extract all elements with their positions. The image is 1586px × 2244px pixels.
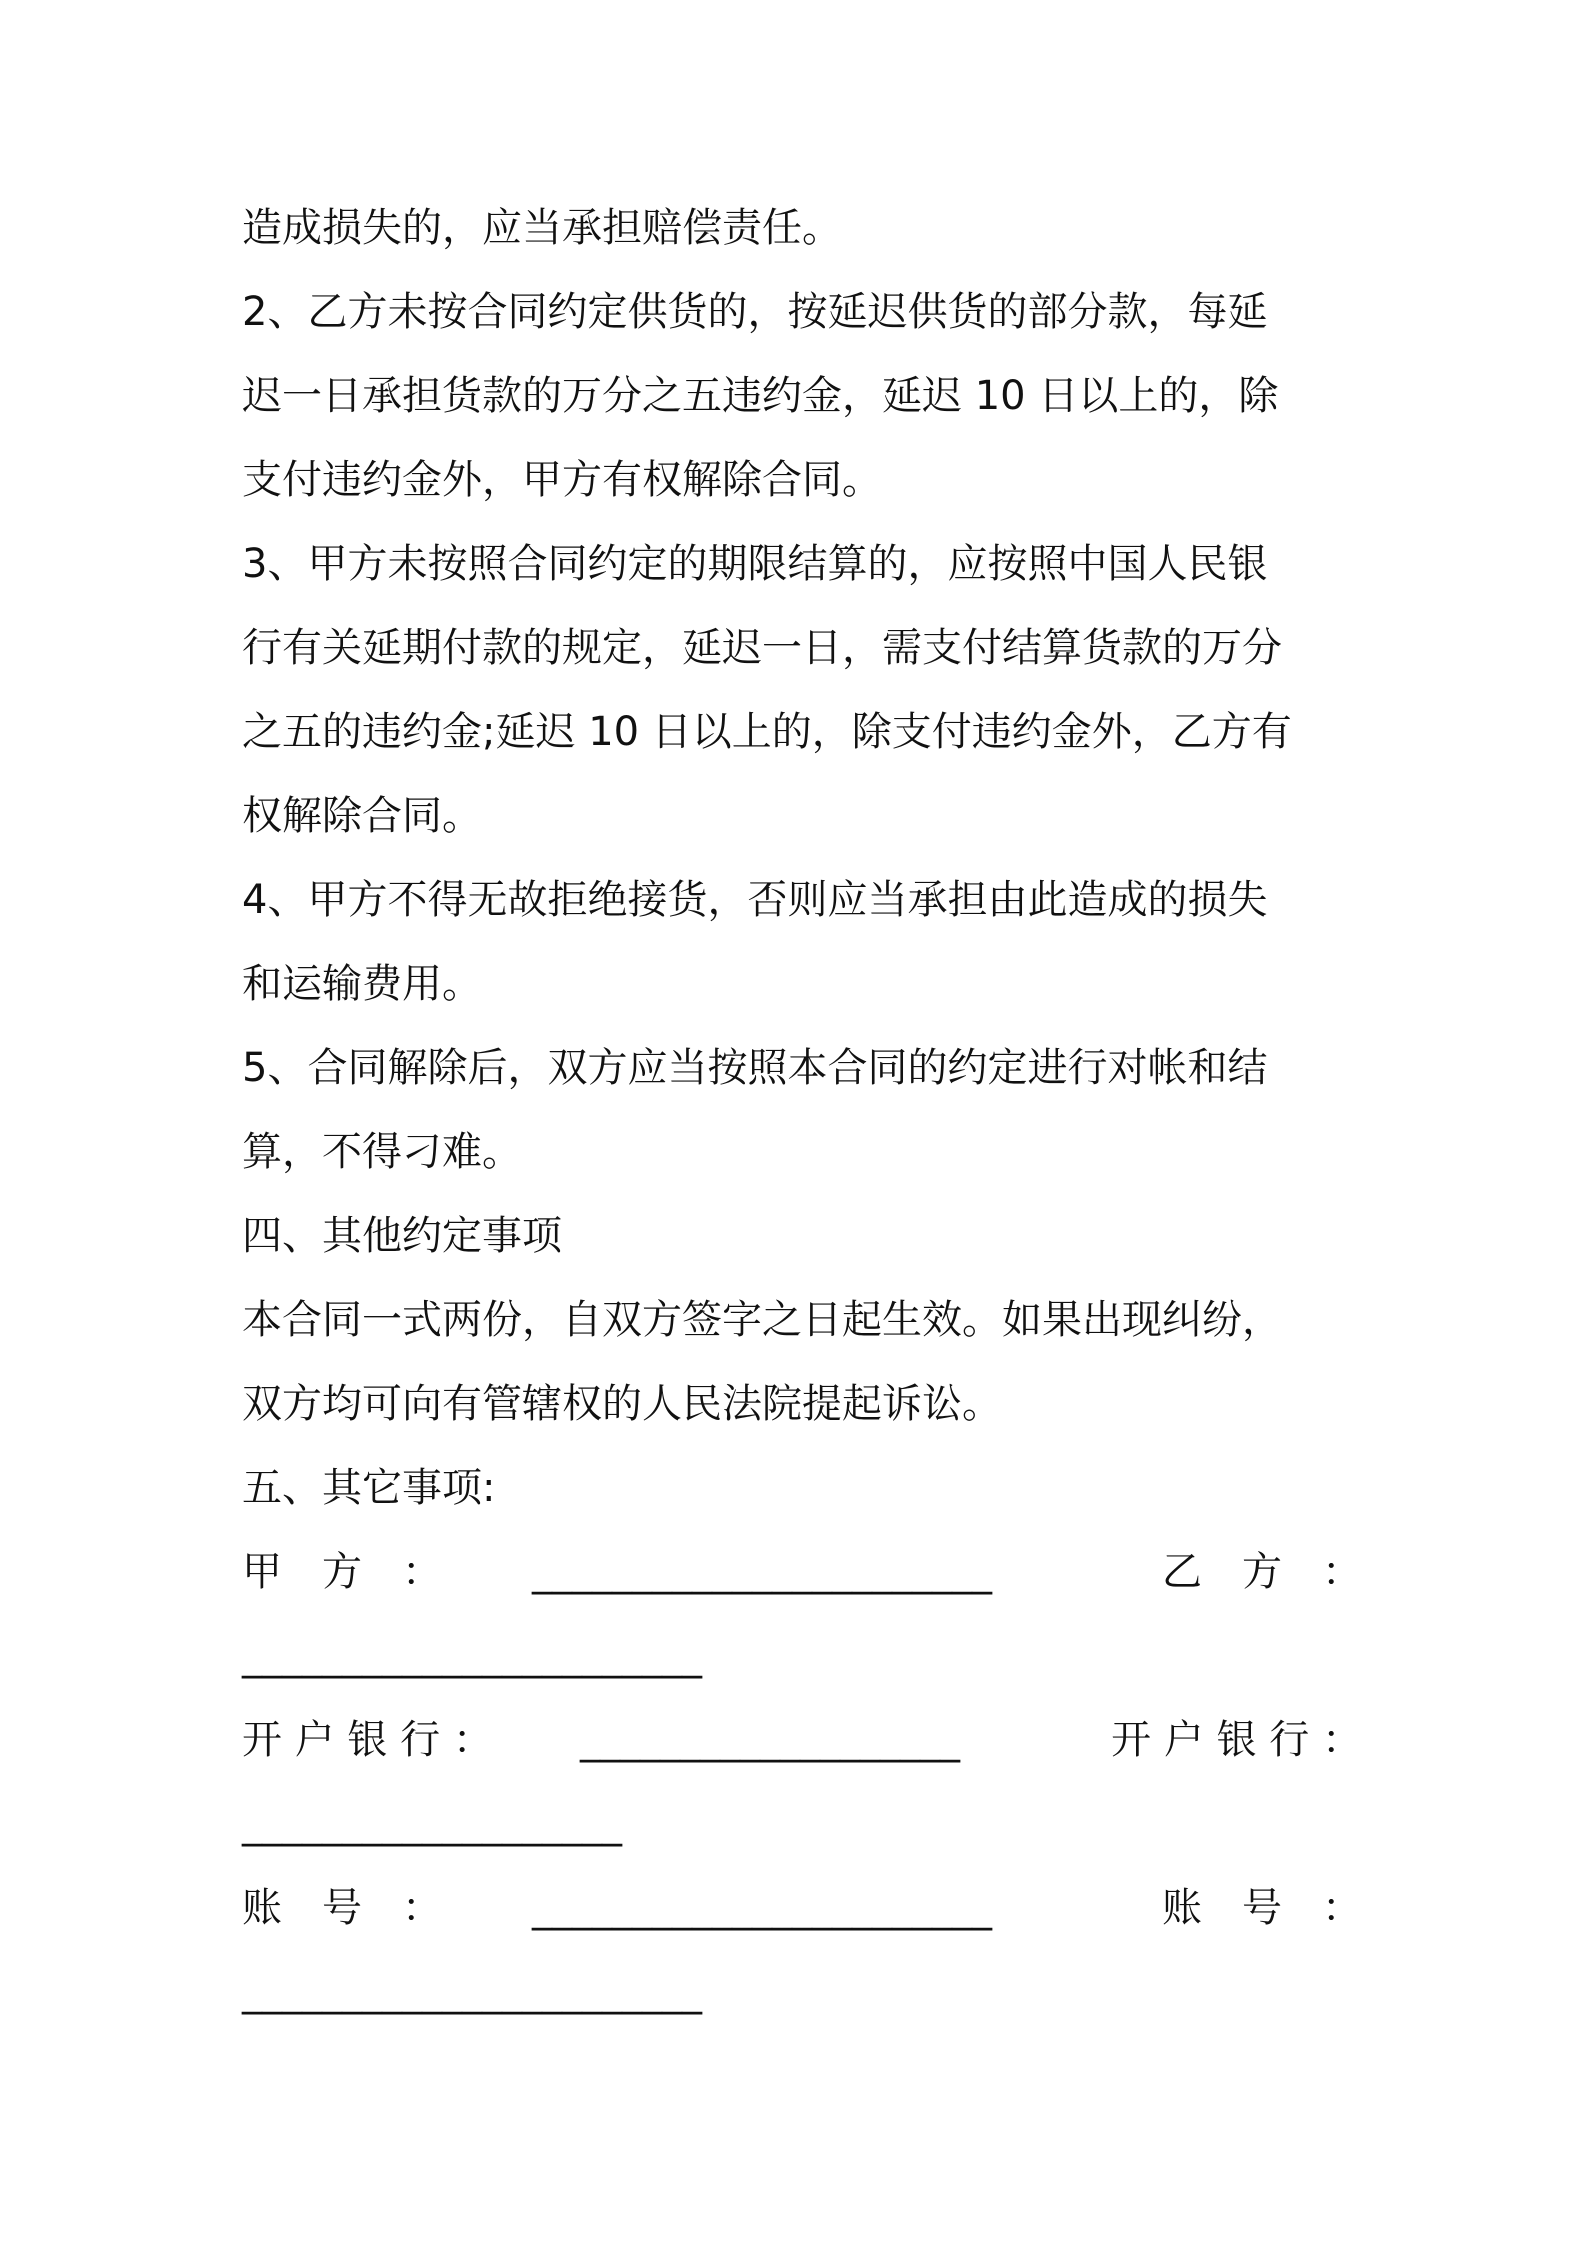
bank-a-label: 开 户 银 行 ： <box>242 1717 493 1763</box>
bank-b-blank: ___________________ <box>242 1801 622 1847</box>
party-b-label: 乙 方 ： <box>1162 1549 1362 1595</box>
paragraph-line: 4、甲方不得无故拒绝接货，否则应当承担由此造成的损失 <box>242 877 1268 923</box>
account-a-blank: _______________________ <box>532 1885 992 1931</box>
paragraph-line: 权解除合同。 <box>242 793 482 839</box>
section-heading: 四、其他约定事项 <box>242 1213 562 1259</box>
signature-row-account <box>242 1884 1362 1932</box>
signature-row-bank <box>242 1716 1362 1764</box>
paragraph-line: 行有关延期付款的规定，延迟一日，需支付结算货款的万分 <box>242 625 1282 671</box>
paragraph-line: 本合同一式两份，自双方签字之日起生效。如果出现纠纷， <box>242 1297 1282 1343</box>
party-a-blank: _______________________ <box>532 1549 992 1595</box>
account-a-label: 账 号 ： <box>242 1885 442 1931</box>
paragraph-line: 2、乙方未按合同约定供货的，按延迟供货的部分款，每延 <box>242 289 1268 335</box>
paragraph-line: 算，不得刁难。 <box>242 1129 522 1175</box>
account-b-label: 账 号 ： <box>1162 1885 1362 1931</box>
signature-row-party <box>242 1548 1362 1596</box>
section-heading: 五、其它事项: <box>242 1465 496 1511</box>
paragraph-line: 和运输费用。 <box>242 961 482 1007</box>
paragraph-line: 双方均可向有管辖权的人民法院提起诉讼。 <box>242 1381 1002 1427</box>
party-b-blank: _______________________ <box>242 1633 702 1679</box>
paragraph-line: 5、合同解除后，双方应当按照本合同的约定进行对帐和结 <box>242 1045 1268 1091</box>
bank-a-blank: ___________________ <box>580 1717 960 1763</box>
paragraph-line: 3、甲方未按照合同约定的期限结算的，应按照中国人民银 <box>242 541 1268 587</box>
bank-b-label: 开 户 银 行 ： <box>1111 1717 1362 1763</box>
account-b-blank: _______________________ <box>242 1969 702 2015</box>
paragraph-line: 之五的违约金;延迟 10 日以上的，除支付违约金外，乙方有 <box>242 709 1292 755</box>
paragraph-line: 迟一日承担货款的万分之五违约金，延迟 10 日以上的，除 <box>242 373 1279 419</box>
party-a-label: 甲 方 ： <box>242 1549 442 1595</box>
paragraph-line: 造成损失的，应当承担赔偿责任。 <box>242 205 842 251</box>
paragraph-line: 支付违约金外，甲方有权解除合同。 <box>242 457 882 503</box>
